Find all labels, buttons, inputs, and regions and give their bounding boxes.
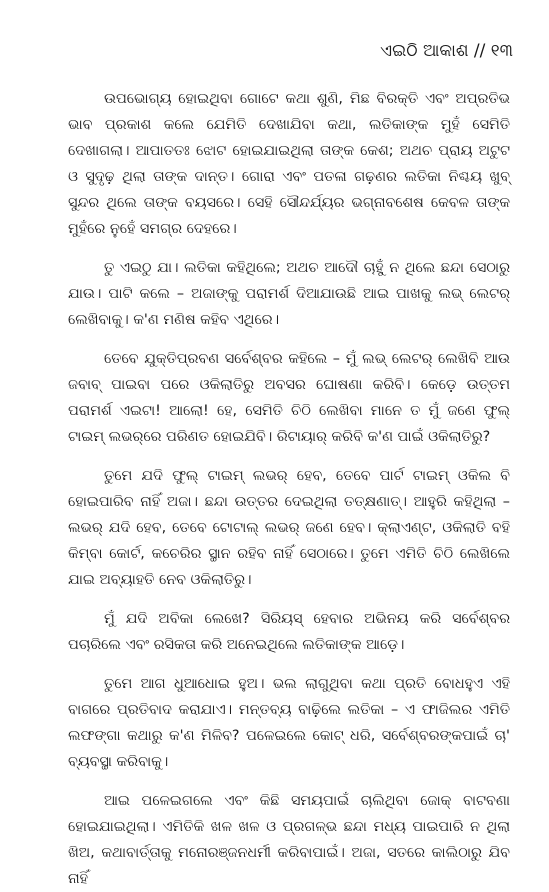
paragraph: ତୁମେ ଯଦି ଫୁଲ୍ ଟାଇମ୍ ଲଭର୍ ହେବ, ତେବେ ପାର୍ଟ ଟାଇମ୍ ଓକିଲ ବି ହୋଇପାରିବ ନାହିଁ ଅଜା। ଛନ୍ଦା ଉତ୍ତର ଦେଇଥିଲା ତତ୍‌କ୍ଷଣାତ୍। ଆହୁରି କହିଥିଲା – ଲଭର୍ ଯଦି ହେବ, ତେବେ ଟୋଟାଲ୍ ଲଭର୍ ଜଣେ ହେବ। କ୍ଲାଏଣ୍ଟ, ଓକିଲାତି ବହି କିମ୍ବା କୋର୍ଟ, କଚେରିର ସ୍ଥାନ ରହିବ ନାହିଁ ସେଠାରେ। ତୁମେ ଏମିତି ଚିଠି ଲେଖିଲେ ଯାଇ ଅବ୍ୟାହତି ନେବ ଓକିଲାତିରୁ। (68, 468, 510, 588)
paragraph: ତୁ ଏଇଠୁ ଯା। ଲତିକା କହିଥିଲେ; ଅଥଚ ଆଦୌ ଚାହୁଁ ନ ଥିଲେ ଛନ୍ଦା ସେଠାରୁ ଯାଉ। ପାଟି କଲେ – ଅଜାଙ୍କୁ ପରାମର୍ଶ ଦିଆଯାଉଛି ଆଇ ପାଖକୁ ଲଭ୍ ଲେଟର୍ ଲେଖିବାକୁ। କ'ଣ ମଣିଷ କହିବ ଏଥିରେ। (68, 260, 510, 328)
body-text (68, 86, 510, 892)
paragraph: ଉପଭୋଗ୍ୟ ହୋଇଥିବା ଗୋଟେ କଥା ଶୁଣି, ମିଛ ବିରକ୍ତି ଏବଂ ଅପ୍ରତିଭ ଭାବ ପ୍ରକାଶ କଲେ ଯେମିତି ଦେଖାଯିବା କଥା, ଲତିକାଙ୍କ ମୁହଁ ସେମିତି ଦେଖାଗଲା। ଆପାତତଃ ଝୋଟ ହୋଇଯାଇଥିଲା ତାଙ୍କ କେଶ; ଅଥଚ ପ୍ରାୟ ଅଟୁଟ ଓ ସୁଦୃଢ଼ ଥିଲା ତାଙ୍କ ଦାନ୍ତ। ଗୋରା ଏବଂ ପତଳା ଗଢ଼ଣର ଲତିକା ନିଶ୍ଚୟ ଖୁବ୍ ସୁନ୍ଦର ଥିଲେ ତାଙ୍କ ବୟସରେ। ସେହି ସୌନ୍ଦର୍ଯ୍ୟର ଭଗ୍ନାବଶେଷ କେବଳ ତାଙ୍କ ମୁହଁରେ ନୁହେଁ ସମଗ୍ର ଦେହରେ। (68, 91, 510, 237)
paragraph: ମୁଁ ଯଦି ଅବିକା ଲେଖେ? ସିରିୟସ୍ ହେବାର ଅଭିନୟ କରି ସର୍ବେଶ୍ବର ପଚାରିଲେ ଏବଂ ରସିକତା କରି ଅନେଇଥିଲେ ଲତିକାଙ୍କ ଆଡ଼େ। (68, 611, 510, 653)
paragraph: ତୁମେ ଆଗ ଧୁଆଧୋଇ ହୁଅ। ଭଲ ଲାଗୁଥିବା କଥା ପ୍ରତି ବୋଧହୁଏ ଏହି ବାଗରେ ପ୍ରତିବାଦ କରାଯାଏ। ମନ୍ତବ୍ୟ ବାଢ଼ିଲେ ଲତିକା – ଏ ଫାଜିଲର ଏମିତି ଲଫଙ୍ଗା କଥାରୁ କ'ଣ ମିଳିବ? ପଳେଇଲେ କୋଟ୍ ଧରି, ସର୍ବେଶ୍ବରଙ୍କପାଇଁ ଚା' ବ୍ୟବସ୍ଥା କରିବାକୁ। (68, 676, 510, 770)
paragraph: ଆଇ ପଳେଇଗଲେ ଏବଂ କିଛି ସମୟପାଇଁ ଚାଲିଥିବା ଜୋକ୍ ବାଟବଣା ହୋଇଯାଇଥିଲା। ଏମିତିକି ଖଳ ଖଳ ଓ ପ୍ରଗଳ୍ଭ ଛନ୍ଦା ମଧ୍ୟ ପାଇପାରି ନ ଥିଲା ଖିଅ, କଥାବାର୍ତ୍ତାକୁ ମନୋରଞ୍ଜନଧର୍ମୀ କରିବାପାଇଁ। ଅଜା, ସତରେ କାଲିଠାରୁ ଯିବ ନାହିଁ (68, 793, 510, 887)
paragraph: ତେବେ ଯୁକ୍ତିପ୍ରବଣ ସର୍ବେଶ୍ବର କହିଲେ – ମୁଁ ଲଭ୍ ଲେଟର୍ ଲେଖିବି ଆଉ ଜବାବ୍ ପାଇବା ପରେ ଓକିଲାତିରୁ ଅବସର ଘୋଷଣା କରିବି। କେଡ଼େ ଉତ୍ତମ ପରାମର୍ଶ ଏଇଟା! ଆଲୋ! ହେ, ସେମିତି ଚିଠି ଲେଖିବା ମାନେ ତ ମୁଁ ଜଣେ ଫୁଲ୍ ଟାଇମ୍ ଲଭର୍‌ରେ ପରିଣତ ହୋଇଯିବି। ରିଟାୟାର୍ କରିବି କ'ଣ ପାଇଁ ଓକିଲାତିରୁ? (68, 351, 510, 445)
running-header: ଏଇଠି ଆକାଶ // ୧୩ (380, 41, 513, 61)
